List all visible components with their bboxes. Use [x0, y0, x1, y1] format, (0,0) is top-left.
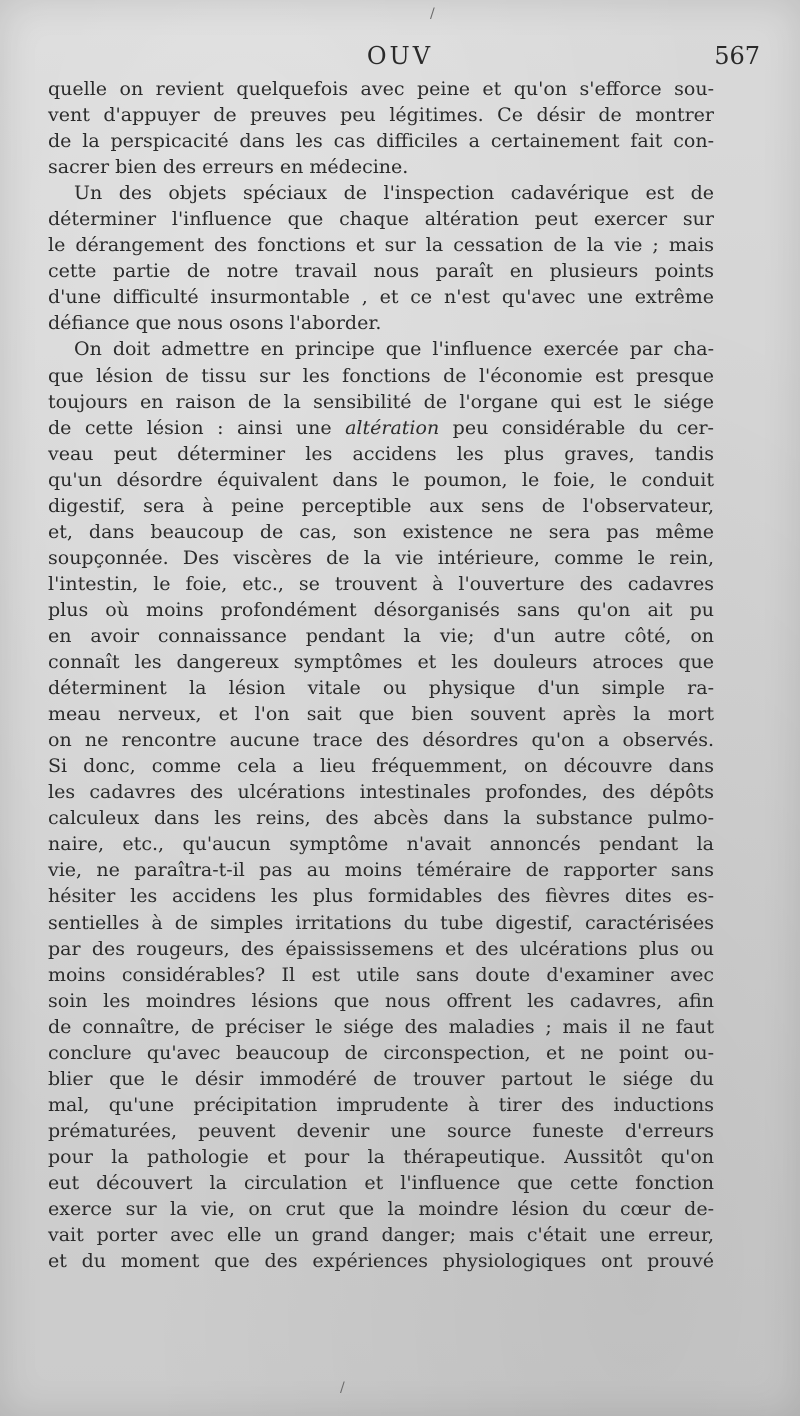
text-line: les cadavres des ulcérations intestinales profondes, des dépôts [48, 781, 714, 804]
text-line: de la perspicacité dans les cas difficiles a certainement fait con- [48, 130, 714, 153]
page-number: 567 [714, 42, 760, 70]
text-line: On doit admettre en principe que l'influence exercée par cha- [74, 338, 714, 361]
italic-word: altération [345, 416, 440, 439]
text-line: Si donc, comme cela a lieu fréquemment, on découvre dans [48, 755, 714, 778]
text-line: prématurées, peuvent devenir une source funeste d'erreurs [48, 1119, 714, 1142]
text-line: défiance que nous osons l'aborder. [48, 312, 382, 335]
text-line: de connaître, de préciser le siége des maladies ; mais il ne faut [48, 1015, 714, 1038]
text-line: vent d'appuyer de preuves peu légitimes. Ce désir de montrer [48, 104, 714, 127]
text-line: d'une difficulté insurmontable , et ce n'est qu'avec une extrême [48, 286, 714, 309]
text-line: le dérangement des fonctions et sur la cessation de la vie ; mais [48, 234, 714, 257]
text-line: hésiter les accidens les plus formidables des fièvres dites es- [48, 885, 714, 908]
text-line: moins considérables? Il est utile sans doute d'examiner avec [48, 963, 714, 986]
text-line: par des rougeurs, des épaississemens et des ulcérations plus ou [48, 937, 714, 960]
text-line: l'intestin, le foie, etc., se trouvent à l'ouverture des cadavres [48, 572, 714, 595]
text-line: Un des objets spéciaux de l'inspection cadavérique est de [74, 182, 714, 205]
text-line: veau peut déterminer les accidens les plus graves, tandis [48, 442, 714, 465]
text-line: de cette lésion : ainsi une altération peu considérable du cer- [48, 416, 714, 439]
text-line: blier que le désir immodéré de trouver partout le siége du [48, 1067, 714, 1090]
text-line: soin les moindres lésions que nous offrent les cadavres, afin [48, 989, 714, 1012]
text-line: mal, qu'une précipitation imprudente à tirer des inductions [48, 1093, 714, 1116]
text-line: qu'un désordre équivalent dans le poumon, le foie, le conduit [48, 468, 714, 491]
text-line: déterminer l'influence que chaque altération peut exercer sur [48, 208, 714, 231]
text-line: plus où moins profondément désorganisés sans qu'on ait pu [48, 598, 714, 621]
text-line: sentielles à de simples irritations du tube digestif, caractérisées [48, 911, 714, 934]
text-line: déterminent la lésion vitale ou physique d'un simple ra- [48, 677, 714, 700]
text-line: quelle on revient quelquefois avec peine et qu'on s'efforce sou- [48, 78, 714, 100]
text-line: toujours en raison de la sensibilité de l'organe qui est le siége [48, 390, 714, 413]
text-line: eut découvert la circulation et l'influence que cette fonction [48, 1171, 714, 1194]
text-line: connaît les dangereux symptômes et les douleurs atroces que [48, 651, 714, 674]
text-line: et, dans beaucoup de cas, son existence ne sera pas même [48, 520, 714, 543]
text-line: cette partie de notre travail nous paraît en plusieurs points [48, 260, 714, 283]
text-line: calculeux dans les reins, des abcès dans la substance pulmo- [48, 807, 714, 830]
text-line: sacrer bien des erreurs en médecine. [48, 156, 409, 179]
text-line: digestif, sera à peine perceptible aux sens de l'observateur, [48, 494, 714, 517]
text-line: vie, ne paraîtra-t-il pas au moins téméraire de rapporter sans [48, 859, 714, 882]
text-line: soupçonnée. Des viscères de la vie intérieure, comme le rein, [48, 546, 714, 569]
running-title: OUV [366, 42, 434, 70]
text-line: on ne rencontre aucune trace des désordres qu'on a observés. [48, 729, 714, 752]
text-line: et du moment que des expériences physiologiques ont prouvé [48, 1250, 714, 1273]
text-line: pour la pathologie et pour la thérapeutique. Aussitôt qu'on [48, 1145, 714, 1168]
text-line: vait porter avec elle un grand danger; mais c'était une erreur, [48, 1224, 714, 1247]
text-line: que lésion de tissu sur les fonctions de l'économie est presque [48, 364, 714, 387]
text-line: exerce sur la vie, on crut que la moindre lésion du cœur de- [48, 1198, 714, 1221]
paper-speck: / [340, 1380, 345, 1396]
text-line: naire, etc., qu'aucun symptôme n'avait annoncés pendant la [48, 833, 714, 856]
text-line: en avoir connaissance pendant la vie; d'un autre côté, on [48, 624, 714, 647]
text-line: conclure qu'avec beaucoup de circonspection, et ne point ou- [48, 1041, 714, 1064]
text-line: meau nerveux, et l'on sait que bien souvent après la mort [48, 703, 714, 726]
body-text [48, 76, 714, 1274]
paper-speck: / [430, 6, 435, 22]
